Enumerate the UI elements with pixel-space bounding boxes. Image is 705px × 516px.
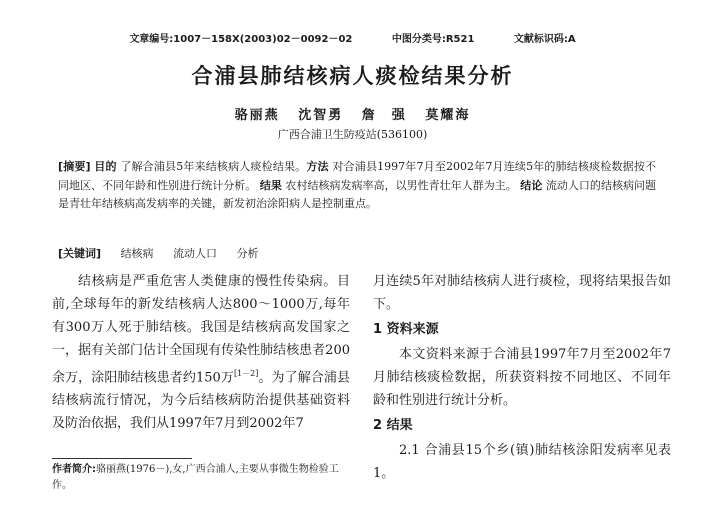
keywords-label: [关键词] xyxy=(58,247,102,260)
author: 沈智勇 xyxy=(298,108,344,123)
body-left-column xyxy=(52,270,350,435)
section-heading-data-source: 1 资料来源 xyxy=(373,322,439,337)
author: 莫耀海 xyxy=(425,108,471,123)
intro-text-a: 结核病是严重危害人类健康的慢性传染病。目前,全球每年的新发结核病人达800～1000万,每年有300万人死于肺结核。我国是结核病高发国家之一，据有关部门估计全国现有传染性肺结核患者200余万，涂阳肺结核患者约150万 xyxy=(52,274,350,386)
affiliation: 广西合浦卫生防疫站(536100) xyxy=(277,128,428,141)
footnote-rule xyxy=(52,458,192,459)
method-text: 对合浦县1997年7月至2002年7月连续5年的肺结核痰检数据按不同地区、不同年龄和性别进行统计分析。 xyxy=(58,160,657,192)
author-list xyxy=(0,104,705,123)
keyword: 流动人口 xyxy=(173,247,218,260)
body-right-column xyxy=(373,270,671,485)
intro-text-b: 。为了解合浦县结核病流行情况，为今后结核病防治提供基础资料及防治依据，我们从1997年7月到2002年7 xyxy=(52,370,350,432)
article-number: 文章编号:1007－158X(2003)02－0092－02 xyxy=(129,34,353,45)
footnote-text: 骆丽燕(1976－),女,广西合浦人,主要从事微生物检验工作。 xyxy=(52,464,339,491)
section-text-data-source: 本文资料来源于合浦县1997年7月至2002年7月肺结核痰检数据，所获资料按不同地区、不同年龄和性别进行统计分析。 xyxy=(373,347,671,408)
intro-continuation: 月连续5年对肺结核病人进行痰检，现将结果报告如下。 xyxy=(373,274,671,312)
result-text: 农村结核病发病率高，以男性青壮年人群为主。 xyxy=(285,178,517,192)
conclusion-text: 流动人口的结核病问题是青壮年结核病高发病率的关键，新发初治涂阳病人是控制重点。 xyxy=(58,178,657,210)
document-code: 文献标识码:A xyxy=(513,34,576,45)
method-label: 方法 xyxy=(306,160,329,173)
subsection-2-1: 2.1 合浦县15个乡(镇)肺结核涂阳发病率见表1。 xyxy=(373,443,671,481)
keyword: 结核病 xyxy=(120,247,154,260)
conclusion-label: 结论 xyxy=(520,178,543,192)
objective-text: 了解合浦县5年来结核病人痰检结果。 xyxy=(120,160,307,173)
keywords xyxy=(58,245,658,261)
abstract-label: [摘要] xyxy=(58,160,91,173)
abstract xyxy=(58,158,656,214)
objective-label: 目的 xyxy=(94,160,117,173)
paper-title: 合浦县肺结核病人痰检结果分析 xyxy=(191,64,514,88)
author: 骆丽燕 xyxy=(234,108,280,123)
section-heading-results: 2 结果 xyxy=(373,418,413,433)
result-label: 结果 xyxy=(259,178,282,192)
intro-paragraph xyxy=(52,270,350,435)
footnote-label: 作者简介: xyxy=(52,464,96,475)
citation: [1－2] xyxy=(233,369,259,378)
article-meta xyxy=(0,30,705,45)
author: 詹 强 xyxy=(361,108,407,123)
author-footnote xyxy=(52,462,352,494)
keyword: 分析 xyxy=(236,247,259,260)
clc-number: 中图分类号:R521 xyxy=(391,34,475,45)
